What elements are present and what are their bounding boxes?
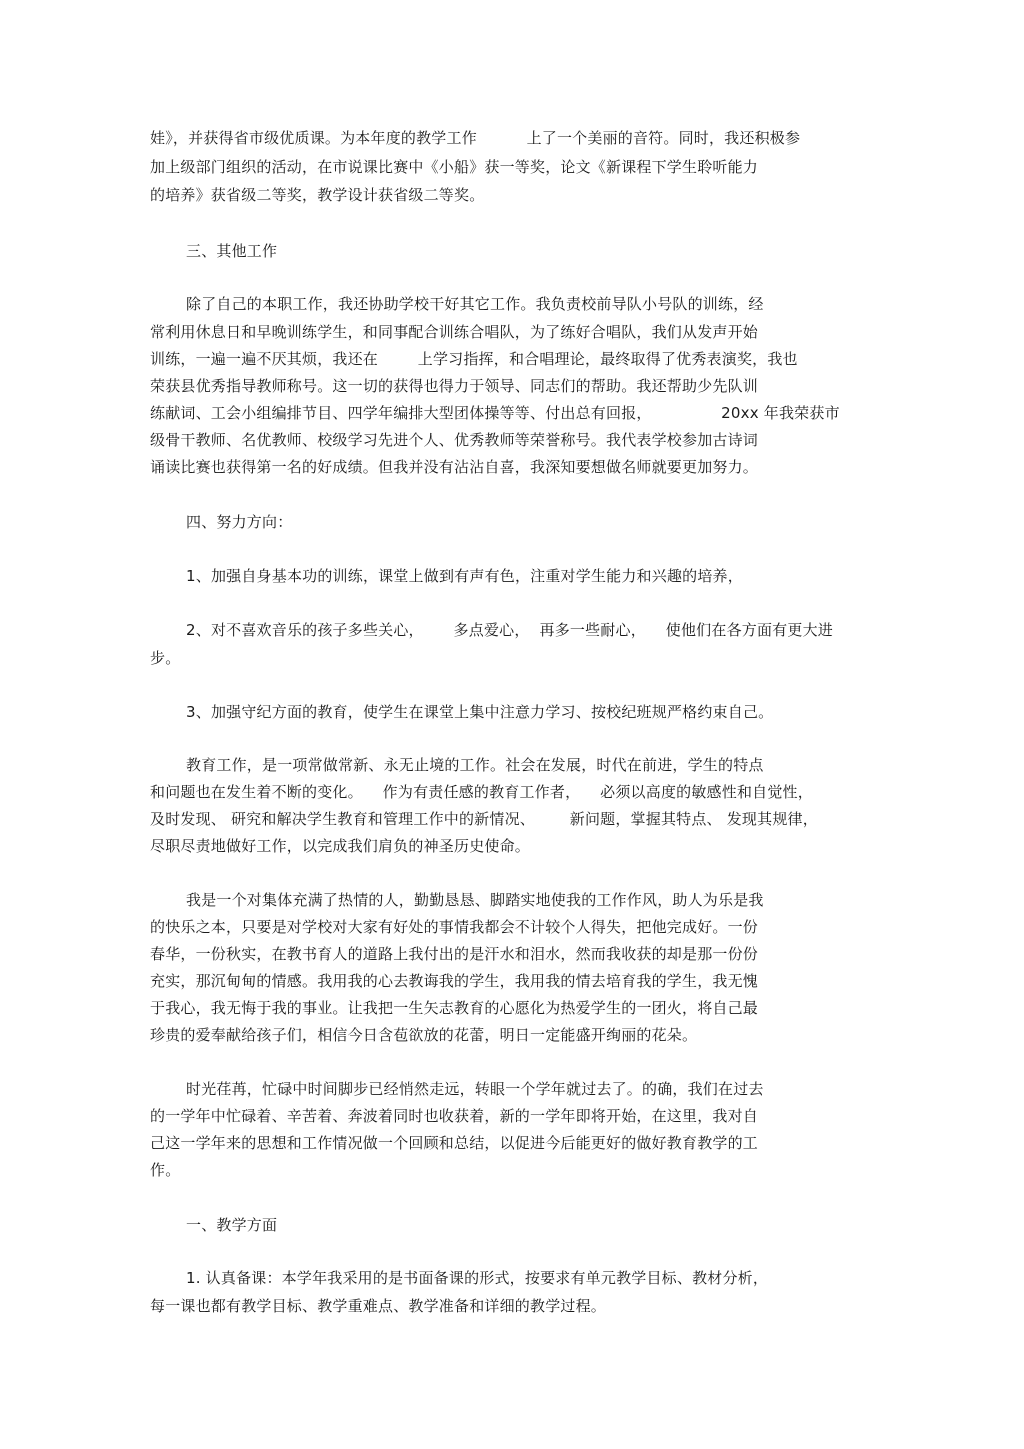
text-line: 珍贵的爱奉献给孩子们，相信今日含苞欲放的花蕾，明日一定能盛开绚丽的花朵。	[150, 1026, 698, 1044]
text-line: 教育工作，是一项常做常新、永无止境的工作。社会在发展，时代在前进，学生的特点	[186, 756, 764, 774]
section-heading: 四、努力方向：	[186, 513, 293, 531]
text-line: 作。	[150, 1161, 181, 1179]
text-line: 的培养》获省级二等奖，教学设计获省级二等奖。	[150, 186, 485, 204]
text-line: 除了自己的本职工作，我还协助学校干好其它工作。我负责校前导队小号队的训练，经	[186, 295, 764, 313]
text-line: 的快乐之本，只要是对学校对大家有好处的事情我都会不计较个人得失，把他完成好。一份	[150, 918, 759, 936]
text-line: 加上级部门组织的活动，在市说课比赛中《小船》获一等奖，论文《新课程下学生聆听能力	[150, 158, 759, 176]
text-line: 步。	[150, 649, 181, 667]
text-line: 级骨干教师、名优教师、校级学习先进个人、优秀教师等荣誉称号。我代表学校参加古诗词	[150, 431, 759, 449]
text-line: 练献词、工会小组编排节目、四学年编排大型团体操等等、付出总有回报， 20xx 年我荣获市	[150, 404, 840, 422]
text-line: 尽职尽责地做好工作，以完成我们肩负的神圣历史使命。	[150, 837, 531, 855]
text-line: 荣获县优秀指导教师称号。这一切的获得也得力于领导、同志们的帮助。我还帮助少先队训	[150, 377, 759, 395]
text-line: 诵读比赛也获得第一名的好成绩。但我并没有沾沾自喜，我深知要想做名师就要更加努力。	[150, 458, 759, 476]
section-heading: 一、教学方面	[186, 1216, 278, 1234]
text-line: 我是一个对集体充满了热情的人，勤勤恳恳、脚踏实地使我的工作作风，助人为乐是我	[186, 891, 764, 909]
text-line: 春华，一份秋实，在教书育人的道路上我付出的是汗水和泪水，然而我收获的却是那一份份	[150, 945, 759, 963]
text-line: 充实，那沉甸甸的情感。我用我的心去教诲我的学生，我用我的情去培育我的学生，我无愧	[150, 972, 759, 990]
text-line: 时光荏苒，忙碌中时间脚步已经悄然走远，转眼一个学年就过去了。的确，我们在过去	[186, 1080, 764, 1098]
text-line: 及时发现、 研究和解决学生教育和管理工作中的新情况、 新问题，掌握其特点、 发现其规律，	[150, 810, 818, 828]
list-item: 2、对不喜欢音乐的孩子多些关心， 多点爱心， 再多一些耐心， 使他们在各方面有更大进	[186, 621, 833, 639]
list-item: 3、加强守纪方面的教育，使学生在课堂上集中注意力学习、按校纪班规严格约束自己。	[186, 703, 774, 721]
text-line: 训练，一遍一遍不厌其烦，我还在 上学习指挥，和合唱理论，最终取得了优秀表演奖，我也	[150, 350, 798, 368]
text-line: 己这一学年来的思想和工作情况做一个回顾和总结，以促进今后能更好的做好教育教学的工	[150, 1134, 759, 1152]
list-item: 1、加强自身基本功的训练，课堂上做到有声有色，注重对学生能力和兴趣的培养，	[186, 567, 743, 585]
text-line: 每一课也都有教学目标、教学重难点、教学准备和详细的教学过程。	[150, 1297, 607, 1315]
section-heading: 三、其他工作	[186, 242, 278, 260]
text-line: 于我心，我无悔于我的事业。让我把一生矢志教育的心愿化为热爱学生的一团火，将自己最	[150, 999, 759, 1017]
text-line: 的一学年中忙碌着、辛苦着、奔波着同时也收获着，新的一学年即将开始，在这里，我对自	[150, 1107, 759, 1125]
text-line: 1. 认真备课：本学年我采用的是书面备课的形式，按要求有单元教学目标、教材分析，	[186, 1269, 769, 1287]
text-line: 和问题也在发生着不断的变化。 作为有责任感的教育工作者， 必须以高度的敏感性和自觉性，	[150, 783, 813, 801]
text-line: 娃》，并获得省市级优质课。为本年度的教学工作 上了一个美丽的音符。同时，我还积极参	[150, 129, 801, 147]
text-line: 常利用休息日和早晚训练学生，和同事配合训练合唱队，为了练好合唱队，我们从发声开始	[150, 323, 759, 341]
